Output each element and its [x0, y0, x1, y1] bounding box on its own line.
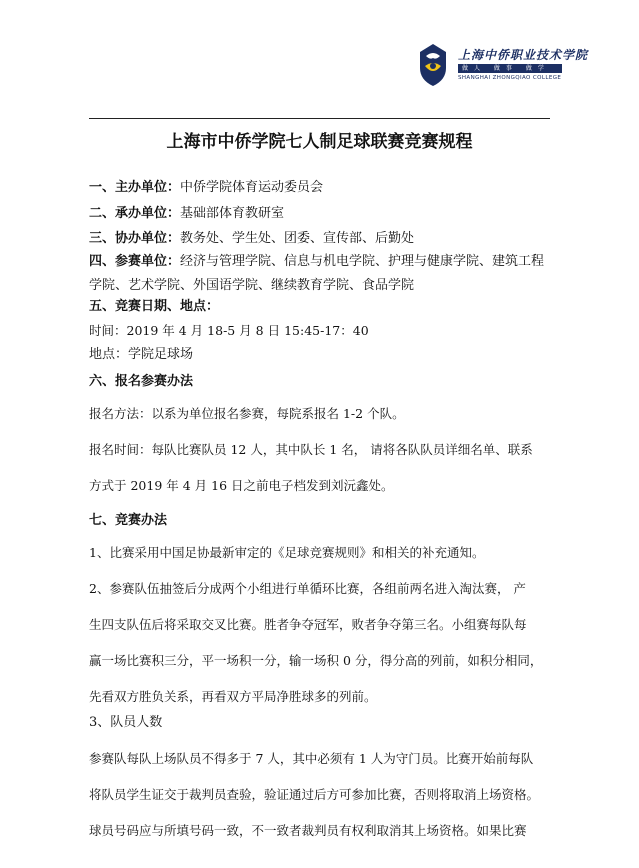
host-label: 一、主办单位： [89, 180, 181, 195]
rule-3-line-3: 球员号码应与所填号码一致，不一致者裁判员有权利取消其上场资格。如果比赛 [89, 823, 527, 838]
organizer-label: 二、承办单位： [89, 206, 181, 221]
host-row [89, 179, 323, 197]
registration-method: 报名方法：以系为单位报名参赛，每院系报名 1-2 个队。 [89, 406, 405, 421]
logo-text: 上海中侨职业技术学院 [458, 48, 589, 62]
registration-time-2: 方式于 2019 年 4 月 16 日之前电子档发到刘沅鑫处。 [89, 478, 394, 493]
date-place-heading: 五、竞赛日期、地点： [89, 299, 220, 314]
organizer-value: 基础部体育教研室 [180, 206, 285, 221]
participants-continued: 学院、艺术学院、外国语学院、继续教育学院、食品学院 [89, 278, 415, 293]
competition-heading: 七、竞赛办法 [89, 513, 168, 528]
logo-motto: 做人 做事 做学 [462, 65, 550, 72]
rule-3-line-1: 参赛队每队上场队员不得多于 7 人，其中必须有 1 人为守门员。比赛开始前每队 [89, 751, 534, 766]
place-line: 地点：学院足球场 [89, 347, 194, 362]
participants-label: 四、参赛单位： [89, 254, 181, 269]
participants-row [89, 253, 544, 271]
header-divider [89, 118, 550, 119]
co-organizer-label: 三、协办单位： [89, 231, 181, 246]
host-value: 中侨学院体育运动委员会 [180, 180, 324, 195]
rule-2-line-4: 先看双方胜负关系，再看双方平局净胜球多的列前。 [89, 689, 377, 704]
rule-1: 1、比赛采用中国足协最新审定的《足球竞赛规则》和相关的补充通知。 [89, 545, 485, 560]
participants-value: 经济与管理学院、信息与机电学院、护理与健康学院、建筑工程 [180, 254, 545, 269]
rule-2-line-3: 赢一场比赛积三分，平一场积一分，输一场积 0 分，得分高的列前，如积分相同， [89, 653, 543, 668]
rule-3-title: 3、队员人数 [89, 715, 163, 730]
co-organizer-value: 教务处、学生处、团委、宣传部、后勤处 [180, 231, 415, 246]
co-organizer-row [89, 230, 414, 248]
page-title: 上海市中侨学院七人制足球联赛竞赛规程 [166, 132, 473, 152]
date-time-line: 时间：2019 年 4 月 18-5 月 8 日 15:45-17：40 [89, 323, 369, 338]
organizer-row [89, 205, 284, 223]
registration-time-1: 报名时间：每队比赛队员 12 人，其中队长 1 名， 请将各队队员详细名单、联系 [89, 442, 533, 457]
rule-2-line-1: 2、参赛队伍抽签后分成两个小组进行单循环比赛，各组前两名进入淘汰赛， 产 [89, 581, 526, 596]
rule-3-line-2: 将队员学生证交于裁判员查验，验证通过后方可参加比赛，否则将取消上场资格。 [89, 787, 540, 802]
rule-2-line-2: 生四支队伍后将采取交叉比赛。胜者争夺冠军，败者争夺第三名。小组赛每队每 [89, 617, 527, 632]
college-emblem-icon [412, 42, 454, 88]
college-logo [412, 42, 589, 92]
registration-heading: 六、报名参赛办法 [89, 374, 194, 389]
logo-english-name: SHANGHAI ZHONGQIAO COLLEGE [458, 75, 562, 81]
